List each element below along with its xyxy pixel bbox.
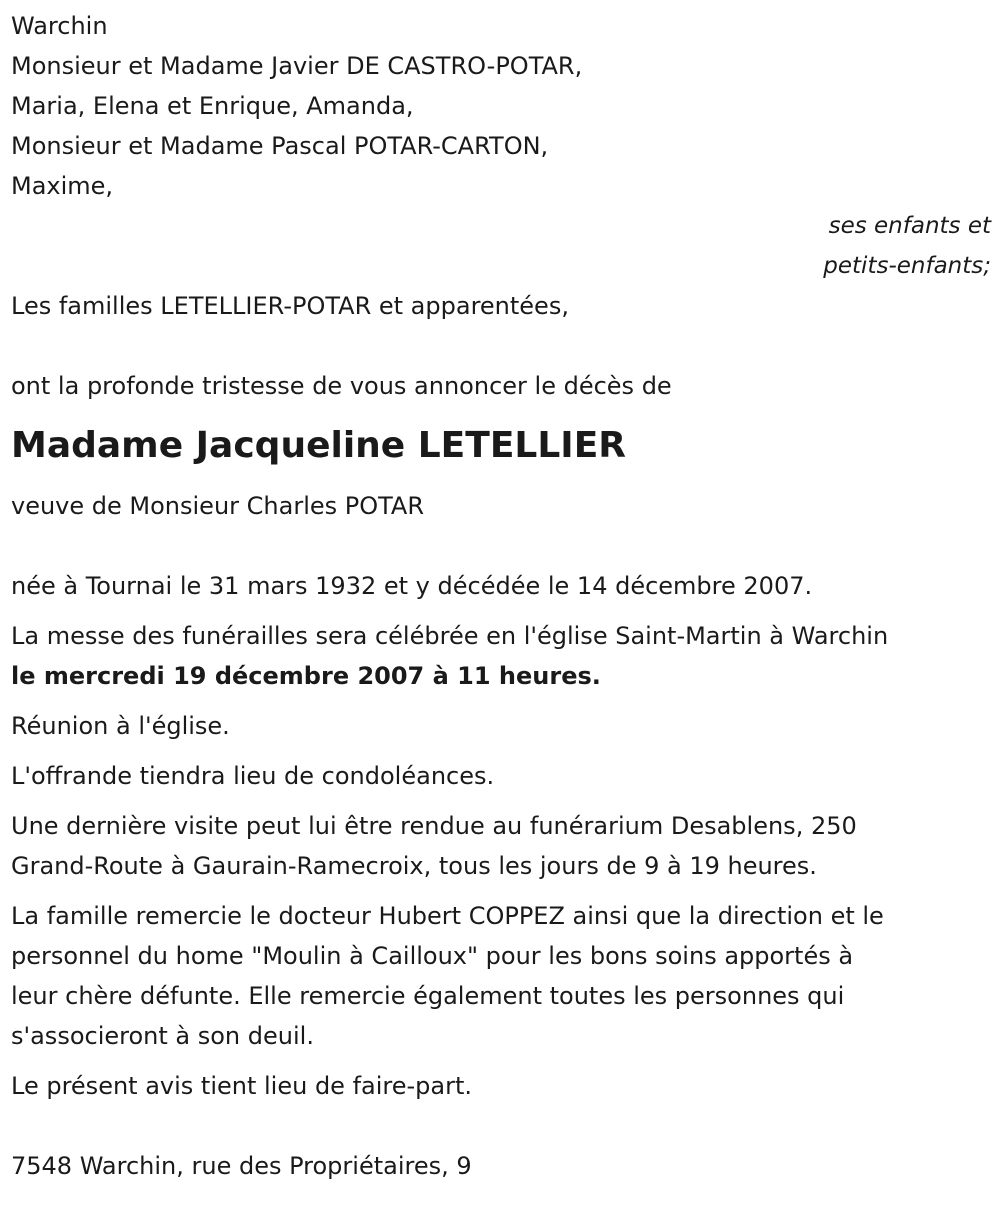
visit-line: Grand-Route à Gaurain-Ramecroix, tous les jours de 9 à 19 heures.: [11, 852, 817, 880]
thanks-line: personnel du home "Moulin à Cailloux" pour les bons soins apportés à: [11, 942, 854, 970]
family-line: Maxime,: [11, 172, 114, 200]
relation-line: petits-enfants;: [823, 253, 991, 279]
deceased-name: Madame Jacqueline LETELLIER: [11, 425, 627, 466]
address-line: 7548 Warchin, rue des Propriétaires, 9: [11, 1152, 472, 1180]
family-line: Monsieur et Madame Javier DE CASTRO-POTAR,: [11, 52, 583, 80]
thanks-line: s'associeront à son deuil.: [11, 1022, 314, 1050]
mass-line: La messe des funérailles sera célébrée en l'église Saint-Martin à Warchin: [11, 622, 889, 650]
birth-death-line: née à Tournai le 31 mars 1932 et y décédée le 14 décembre 2007.: [11, 572, 813, 600]
relation-line: ses enfants et: [828, 213, 991, 239]
families-line: Les familles LETELLIER-POTAR et apparentées,: [11, 292, 569, 320]
widow-of-line: veuve de Monsieur Charles POTAR: [11, 492, 425, 520]
visit-paragraph: [11, 806, 991, 886]
thanks-line: La famille remercie le docteur Hubert COPPEZ ainsi que la direction et le: [11, 902, 884, 930]
visit-line: Une dernière visite peut lui être rendue au funérarium Desablens, 250: [11, 812, 857, 840]
family-line: Maria, Elena et Enrique, Amanda,: [11, 92, 414, 120]
mass-paragraph: [11, 616, 991, 696]
meeting-line: Réunion à l'église.: [11, 712, 230, 740]
offering-line: L'offrande tiendra lieu de condoléances.: [11, 762, 495, 790]
mass-date-line: le mercredi 19 décembre 2007 à 11 heures.: [11, 662, 601, 690]
place-line: Warchin: [11, 12, 108, 40]
thanks-line: leur chère défunte. Elle remercie également toutes les personnes qui: [11, 982, 845, 1010]
obituary-notice: [11, 6, 991, 1186]
announcement-line: ont la profonde tristesse de vous annoncer le décès de: [11, 372, 672, 400]
thanks-paragraph: [11, 896, 991, 1056]
family-line: Monsieur et Madame Pascal POTAR-CARTON,: [11, 132, 549, 160]
notice-line: Le présent avis tient lieu de faire-part.: [11, 1072, 473, 1100]
